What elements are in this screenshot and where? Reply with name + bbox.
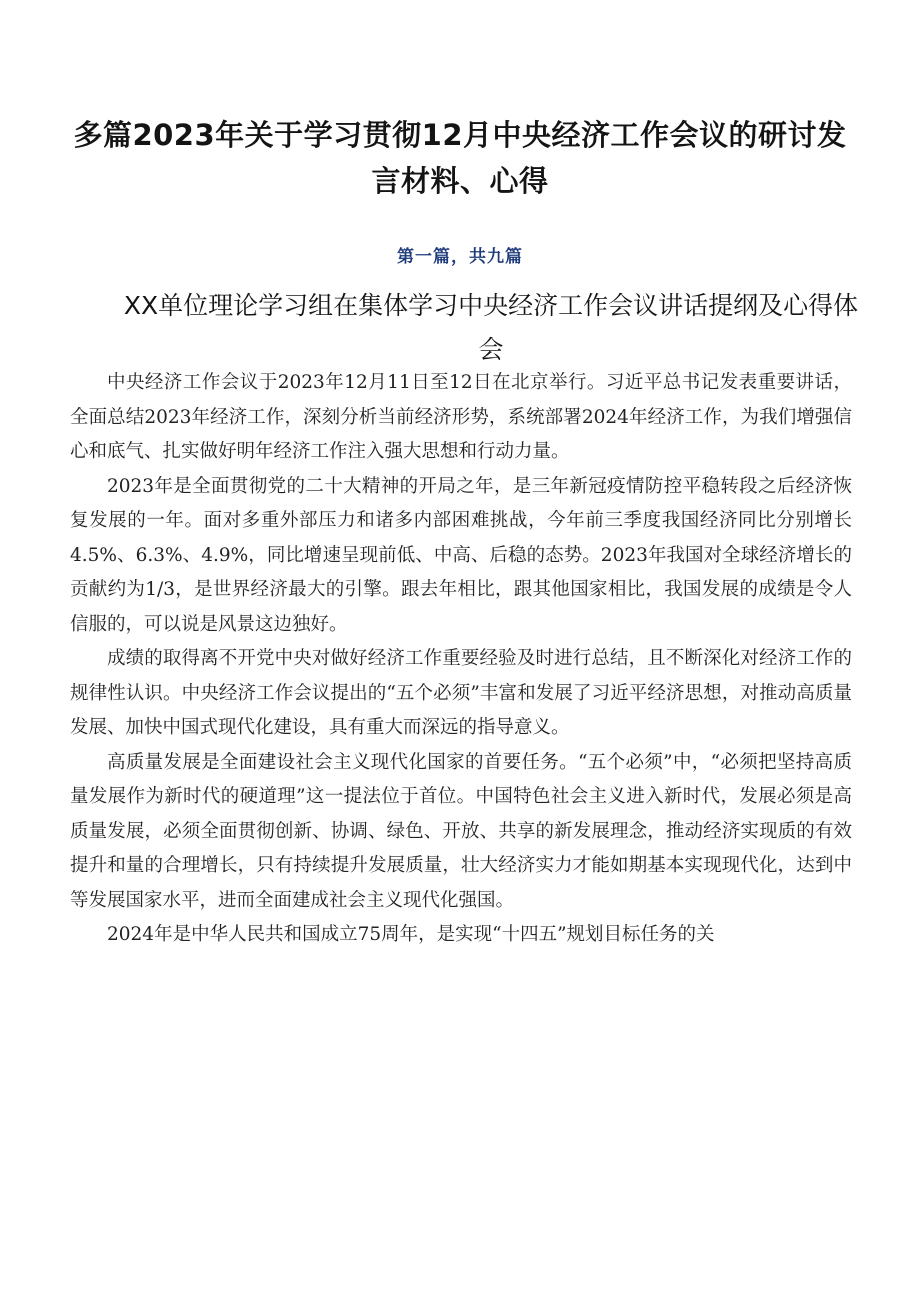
article-body [70,366,852,953]
paragraph: 中央经济工作会议于2023年12月11日至12日在北京举行。习近平总书记发表重要讲话，全面总结2023年经济工作，深刻分析当前经济形势，系统部署2024年经济工作，为我们增强信心和底气、扎实做好明年经济工作注入强大思想和行动力量。 [70,372,852,462]
paragraph: 成绩的取得离不开党中央对做好经济工作重要经验及时进行总结，且不断深化对经济工作的规律性认识。中央经济工作会议提出的“五个必须”丰富和发展了习近平经济思想，对推动高质量发展、加快中国式现代化建设，具有重大而深远的指导意义。 [70,648,852,738]
paragraph: 高质量发展是全面建设社会主义现代化国家的首要任务。“五个必须”中，“必须把坚持高质量发展作为新时代的硬道理”这一提法位于首位。中国特色社会主义进入新时代，发展必须是高质量发展，必须全面贯彻创新、协调、绿色、开放、共享的新发展理念，推动经济实现质的有效提升和量的合理增长，只有持续提升发展质量，壮大经济实力才能如期基本实现现代化，达到中等发展国家水平，进而全面建成社会主义现代化强国。 [70,751,852,911]
paragraph: 2023年是全面贯彻党的二十大精神的开局之年，是三年新冠疫情防控平稳转段之后经济恢复发展的一年。面对多重外部压力和诸多内部困难挑战，今年前三季度我国经济同比分别增长4.5%、6.3%、4.9%，同比增速呈现前低、中高、后稳的态势。2023年我国对全球经济增长的贡献约为1/3，是世界经济最大的引擎。跟去年相比，跟其他国家相比，我国发展的成绩是令人信服的，可以说是风景这边独好。 [70,475,852,635]
section-title: XX单位理论学习组在集体学习中央经济工作会议讲话提纲及心得体会 [123,291,859,364]
document-title: 多篇2023年关于学习贯彻12月中央经济工作会议的研讨发言材料、心得 [73,118,847,198]
part-label: 第一篇，共九篇 [397,247,523,267]
paragraph: 2024年是中华人民共和国成立75周年，是实现“十四五”规划目标任务的关 [107,924,715,945]
